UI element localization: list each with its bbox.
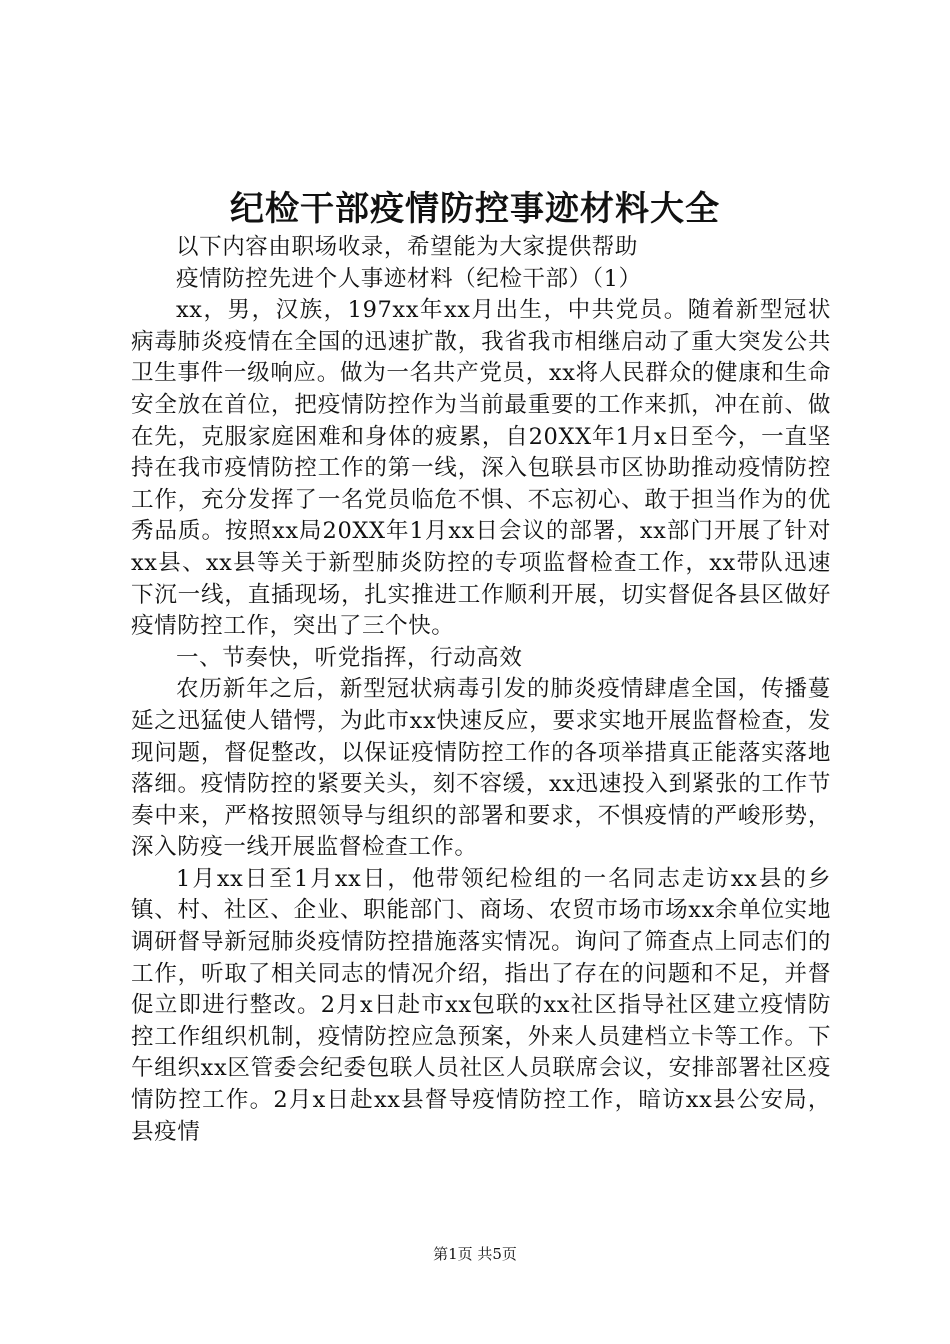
- document-body: [131, 232, 831, 1148]
- page-number-footer: 第1页 共5页: [433, 1245, 517, 1263]
- body-paragraph: xx，男，汉族，197xx年xx月出生，中共党员。随着新型冠状病毒肺炎疫情在全国的迅速扩散，我省我市相继启动了重大突发公共卫生事件一级响应。做为一名共产党员，xx将人民群众的健康和生命安全放在首位，把疫情防控作为当前最重要的工作来抓，冲在前、做在先，克服家庭困难和身体的疲累，自20XX年1月x日至今，一直坚持在我市疫情防控工作的第一线，深入包联县市区协助推动疫情防控工作，充分发挥了一名党员临危不惧、不忘初心、敢于担当作为的优秀品质。按照xx局20XX年1月xx日会议的部署，xx部门开展了针对xx县、xx县等关于新型肺炎防控的专项监督检查工作，xx带队迅速下沉一线，直插现场，扎实推进工作顺利开展，切实督促各县区做好疫情防控工作，突出了三个快。: [131, 297, 831, 640]
- intro-note: 以下内容由职场收录，希望能为大家提供帮助: [176, 234, 639, 260]
- body-paragraph: 1月xx日至1月xx日，他带领纪检组的一名同志走访xx县的乡镇、村、社区、企业、职能部门、商场、农贸市场市场xx余单位实地调研督导新冠肺炎疫情防控措施落实情况。询问了筛查点上同志们的工作，听取了相关同志的情况介绍，指出了存在的问题和不足，并督促立即进行整改。2月x日赴市xx包联的xx社区指导社区建立疫情防控工作组织机制，疫情防控应急预案，外来人员建档立卡等工作。下午组织xx区管委会纪委包联人员社区人员联席会议，安排部署社区疫情防控工作。2月x日赴xx县督导疫情防控工作，暗访xx县公安局，县疫情: [131, 865, 831, 1145]
- section-heading: 一、节奏快，听党指挥，行动高效: [176, 644, 523, 671]
- section-subtitle: 疫情防控先进个人事迹材料（纪检干部）（1）: [176, 265, 642, 292]
- document-title: 纪检干部疫情防控事迹材料大全: [230, 189, 720, 229]
- body-paragraph: 农历新年之后，新型冠状病毒引发的肺炎疫情肆虐全国，传播蔓延之迅猛使人错愕，为此市xx快速反应，要求实地开展监督检查，发现问题，督促整改，以保证疫情防控工作的各项举措真正能落实落地落细。疫情防控的紧要关头，刻不容缓，xx迅速投入到紧张的工作节奏中来，严格按照领导与组织的部署和要求，不惧疫情的严峻形势，深入防疫一线开展监督检查工作。: [131, 676, 831, 861]
